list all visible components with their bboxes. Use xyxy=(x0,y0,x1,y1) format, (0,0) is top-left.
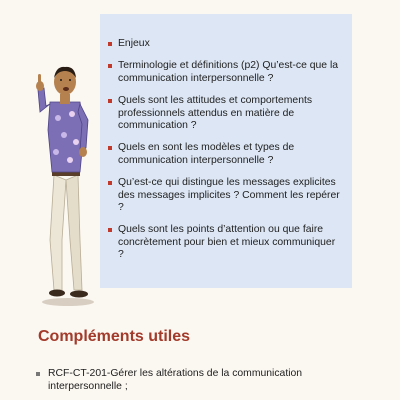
section-title-complements: Compléments utiles xyxy=(38,328,191,345)
list-item xyxy=(30,368,360,393)
list-item-text: Quels en sont les modèles et types de communication interpersonnelle ? xyxy=(118,142,295,166)
list-item-text: Enjeux xyxy=(118,38,150,49)
list-item xyxy=(106,60,342,85)
topics-list xyxy=(106,38,342,262)
list-item xyxy=(106,38,342,50)
content-box xyxy=(100,14,352,288)
list-item xyxy=(106,95,342,132)
presenter-man-illustration-icon xyxy=(28,40,98,310)
complements-list xyxy=(30,368,360,393)
list-item xyxy=(106,177,342,214)
square-bullet-icon xyxy=(108,64,112,68)
square-bullet-icon xyxy=(108,146,112,150)
list-item-text: RCF-CT-201-Gérer les altérations de la communication interpersonnelle ; xyxy=(48,368,303,392)
square-bullet-icon xyxy=(108,99,112,103)
square-bullet-icon xyxy=(108,42,112,46)
list-item-text: Quels sont les attitudes et comportements professionnels attendus en matière de communication ? xyxy=(118,95,313,132)
square-bullet-icon xyxy=(108,228,112,232)
square-bullet-icon xyxy=(108,181,112,185)
list-item-text: Terminologie et définitions (p2) Qu’est-ce que la communication interpersonnelle ? xyxy=(118,60,339,84)
list-item xyxy=(106,142,342,167)
square-bullet-icon xyxy=(36,372,40,376)
list-item xyxy=(106,224,342,261)
list-item-text: Quels sont les points d’attention ou que faire concrètement pour bien et mieux communiquer ? xyxy=(118,224,336,261)
list-item-text: Qu’est-ce qui distingue les messages explicites des messages implicites ? Comment les repérer ? xyxy=(118,177,340,214)
